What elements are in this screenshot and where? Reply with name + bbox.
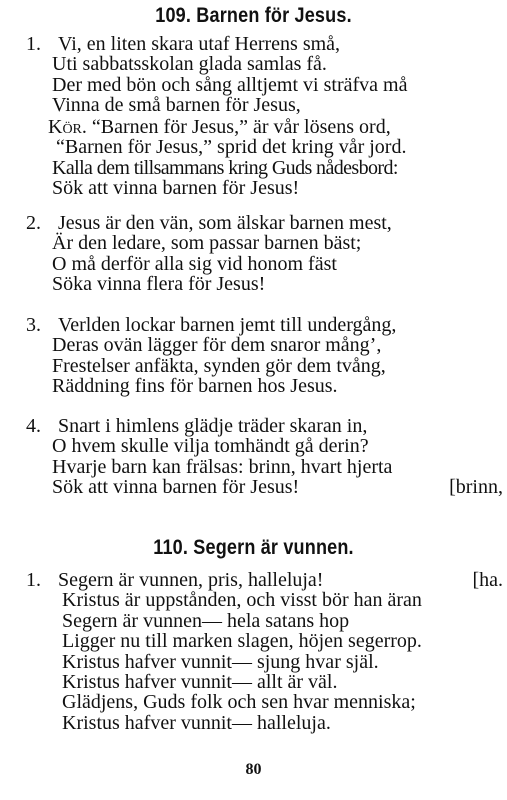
chorus-label: Kör. [48, 116, 87, 138]
stanza-number: 1. [26, 33, 41, 55]
stanza-line: Vinna de små barnen för Jesus, [52, 94, 301, 117]
stanza-line: Är den ledare, som passar barnen bäst; [52, 232, 362, 255]
stanza-number: 1. [26, 569, 41, 591]
hymn-109-stanza-4 [8, 416, 503, 498]
stanza-line: Kalla dem tillsammans kring Guds nådesbord: [52, 156, 398, 179]
stanza-number: 4. [26, 415, 41, 437]
stanza-line: Uti sabbatsskolan glada samlas få. [52, 53, 327, 76]
stanza-line: Räddning fins för barnen hos Jesus. [52, 375, 338, 398]
stanza-line: Frestelser anfäkta, synden gör dem tvång, [52, 354, 386, 377]
stanza-line: Deras ovän lägger för dem snaror mång’, [52, 334, 382, 357]
stanza-line: Ligger nu till marken slagen, höjen segerrop. [62, 630, 422, 653]
stanza-line: Sök att vinna barnen för Jesus! [52, 177, 300, 200]
stanza-line: Glädjens, Guds folk och sen hvar menniska; [62, 691, 416, 714]
hymn-110-title: 110. Segern är vunnen. [153, 536, 354, 559]
stanza-line: Sök att vinna barnen för Jesus! [brinn, [52, 476, 503, 499]
stanza-line: Kristus hafver vunnit— sjung hvar själ. [62, 650, 379, 673]
stanza-line: 4. Snart i himlens glädje träder skaran in, [26, 415, 368, 437]
hymn-109-stanza-3 [8, 315, 503, 397]
carryover-word: [brinn, [449, 476, 503, 499]
hymn-109-title: 109. Barnen för Jesus. [155, 4, 352, 27]
stanza-line: Segern är vunnen— hela satans hop [62, 609, 350, 632]
hymn-110-stanza-1 [8, 570, 503, 733]
stanza-line: Kör. “Barnen för Jesus,” är vår lösens ord, [48, 116, 391, 138]
page-number: 80 [245, 761, 262, 778]
stanza-line: Kristus hafver vunnit— halleluja. [62, 711, 331, 734]
carryover-word: [ha. [472, 569, 503, 591]
stanza-line: Hvarje barn kan frälsas: brinn, hvart hjerta [52, 455, 393, 478]
stanza-line: Kristus hafver vunnit— allt är väl. [62, 671, 338, 694]
stanza-line: 1. Segern är vunnen, pris, halleluja! [ha. [26, 569, 503, 591]
stanza-line: O hvem skulle vilja tomhändt gå derin? [52, 435, 369, 458]
stanza-line: Kristus är uppstånden, och visst bör han äran [62, 589, 422, 612]
hymn-109-chorus [8, 117, 503, 199]
stanza-line: 1. Vi, en liten skara utaf Herrens små, [26, 33, 341, 55]
stanza-line: O må derför alla sig vid honom fäst [52, 252, 337, 275]
stanza-number: 2. [26, 212, 41, 234]
stanza-line: Der med bön och sång alltjemt vi sträfva må [52, 73, 408, 96]
stanza-line: 2. Jesus är den vän, som älskar barnen mest, [26, 212, 392, 234]
hymn-109-stanza-1 [8, 34, 503, 116]
stanza-line: “Barnen för Jesus,” sprid det kring vår jord. [56, 136, 407, 159]
stanza-line: 3. Verlden lockar barnen jemt till undergång, [26, 314, 397, 336]
stanza-line: Söka vinna flera för Jesus! [52, 273, 266, 296]
stanza-number: 3. [26, 314, 41, 336]
hymn-109-stanza-2 [8, 213, 503, 295]
